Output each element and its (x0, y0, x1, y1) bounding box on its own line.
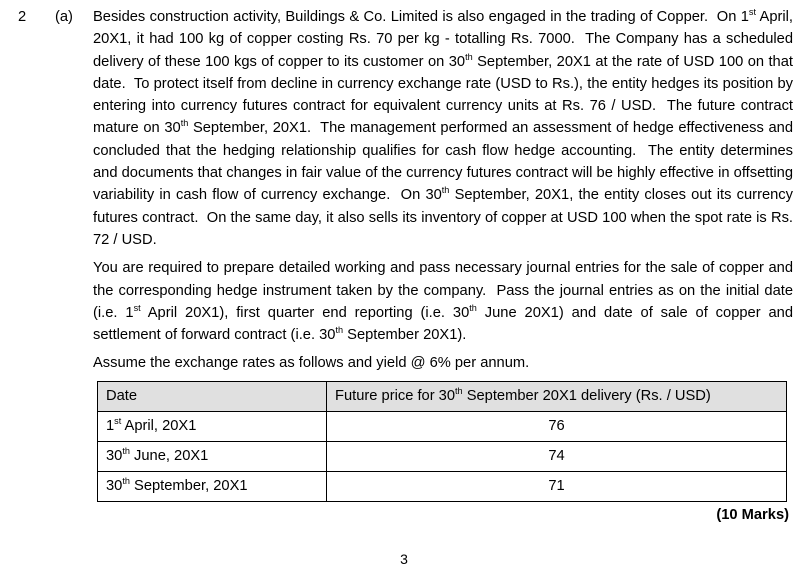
text-segment: April, 20X1, it had 100 kg of copper costing Rs. 70 per kg - totalling Rs. 7000. The Company has a scheduled delivery of these 100 kgs of copper to its customer on 30 (93, 9, 794, 70)
ordinal-superscript: st (748, 7, 756, 18)
text-segment: April 20X1), first quarter end reporting (i.e. 30 (140, 304, 470, 321)
text-segment: September 20X1). (343, 327, 467, 344)
question-number: 2 (18, 9, 27, 25)
paragraph-assumption: Assume the exchange rates as follows and yield @ 6% per annum. (93, 355, 530, 372)
text-segment: 30 (106, 478, 123, 495)
price-cell: 74 (327, 441, 787, 471)
date-cell (98, 471, 327, 501)
text-segment: 1 (106, 418, 115, 435)
ordinal-superscript: th (180, 118, 189, 129)
text-segment: April, 20X1 (121, 418, 197, 435)
page-number: 3 (400, 551, 408, 567)
ordinal-superscript: st (133, 302, 141, 313)
paragraph-requirement (93, 257, 793, 346)
ordinal-superscript: th (122, 476, 130, 487)
text-segment: September, 20X1 (129, 478, 248, 495)
date-cell (98, 441, 327, 471)
text-segment: Future price for 30 (335, 388, 456, 405)
ordinal-superscript: th (122, 446, 130, 457)
ordinal-superscript: th (469, 302, 477, 313)
ordinal-superscript: th (455, 386, 463, 397)
text-segment: You are required to prepare detailed working and pass necessary journal entries for the sale of copper and the corresponding hedge instrument taken by the company. Pass the journal entries as on the initial date (i.e. 1 (93, 260, 793, 321)
ordinal-superscript: th (465, 51, 473, 62)
exchange-rates-table (97, 381, 787, 502)
table-row (98, 471, 787, 501)
question-body (93, 6, 793, 502)
text-segment: June, 20X1 (129, 448, 209, 465)
text-segment: Besides construction activity, Buildings & Co. Limited is also engaged in the trading of Copper. On 1 (93, 9, 749, 25)
header-cell-date: Date (98, 381, 327, 411)
price-cell: 76 (327, 411, 787, 441)
table-row (98, 441, 787, 471)
text-segment: September, 20X1, the entity closes out its currency futures contract. On the same day, it also sells its inventory of copper at USD 100 when the spot rate is Rs. 72 / USD. (93, 187, 793, 248)
ordinal-superscript: st (114, 416, 122, 427)
ordinal-superscript: th (335, 325, 344, 336)
table-header-row (98, 381, 787, 411)
text-segment: September, 20X1 at the rate of USD 100 on that date. To protect itself from decline in currency exchange rate (USD to Rs.), the entity hedges its position by entering into currency futures contract for equivalent currency units at Rs. 76 / USD. The future contract mature on 30 (93, 53, 793, 137)
marks-badge: (10 Marks) (716, 506, 789, 523)
table-row (98, 411, 787, 441)
date-cell (98, 411, 327, 441)
header-cell-future-price (327, 381, 787, 411)
ordinal-superscript: th (441, 185, 450, 196)
text-segment: September 20X1 delivery (Rs. / USD) (462, 388, 711, 405)
question-part-label: (a) (55, 9, 73, 25)
text-segment: June 20X1) and date of sale of copper and settlement of forward contract (i.e. 30 (93, 304, 794, 344)
paragraph-scenario (93, 6, 793, 251)
text-segment: 30 (106, 448, 123, 465)
price-cell: 71 (327, 471, 787, 501)
text-segment: September, 20X1. The management performed an assessment of hedge effectiveness and concluded that the hedging relationship qualifies for cash flow hedge accounting. The entity determines and documents that changes in fair value of the currency futures contract will be highly effective in offsetting variability in cash flow of currency exchange. On 30 (93, 120, 793, 204)
